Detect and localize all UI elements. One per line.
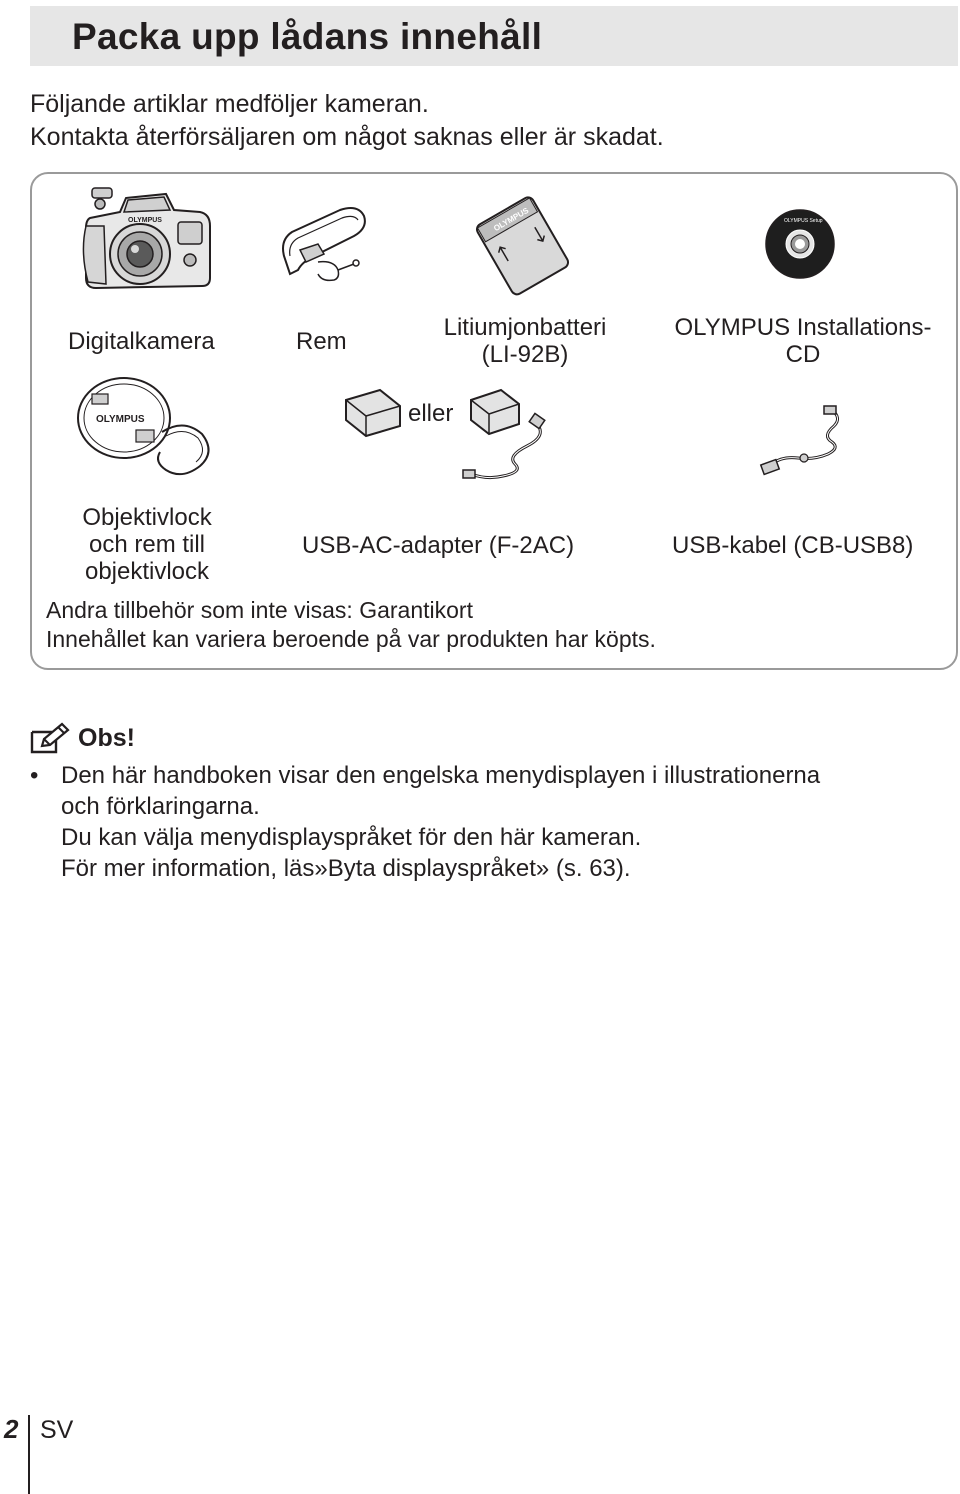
intro-line-1: Följande artiklar medföljer kameran. — [30, 90, 429, 118]
other-accessories-note: Andra tillbehör som inte visas: Garantikort — [46, 597, 473, 623]
battery-illustration — [472, 192, 572, 298]
notes-line-2: och förklaringarna. — [61, 793, 260, 820]
cd-illustration — [764, 208, 836, 280]
lenscap-label-line-1: Objektivlock — [82, 504, 212, 531]
cd-label-line-1: OLYMPUS Installations- — [674, 314, 932, 341]
cable-label: USB-kabel (CB-USB8) — [672, 532, 914, 559]
footer-divider — [28, 1415, 30, 1494]
adapter-label: USB-AC-adapter (F-2AC) — [302, 532, 575, 559]
camera-brand-text: OLYMPUS — [128, 217, 162, 224]
battery-label-line-1: Litiumjonbatteri — [443, 314, 607, 341]
contents-box — [30, 172, 958, 670]
page-language: SV — [40, 1416, 74, 1444]
title-bar — [30, 6, 958, 66]
battery-label-line-2: (LI-92B) — [481, 341, 569, 368]
page-title: Packa upp lådans innehåll — [72, 16, 543, 57]
strap-illustration — [278, 204, 370, 286]
notes-line-1: Den här handboken visar den engelska menydisplayen i illustrationerna — [61, 762, 821, 789]
intro-line-2: Kontakta återförsäljaren om något saknas eller är skadat. — [30, 123, 664, 151]
lenscap-illustration — [74, 374, 220, 488]
lenscap-label-line-2: och rem till — [88, 531, 206, 558]
usb-cable-illustration — [758, 404, 844, 478]
ac-adapter-small-illustration — [340, 386, 404, 438]
battery-brand-text: OLYMPUS — [492, 205, 531, 234]
pencil-note-icon — [30, 722, 70, 754]
cd-label-line-2: CD — [785, 341, 821, 368]
ac-adapter-cord-illustration — [457, 386, 557, 486]
notes-line-3: Du kan välja menydisplayspråket för den här kameran. — [61, 824, 642, 851]
page-number: 2 — [4, 1414, 19, 1444]
battery-label — [435, 314, 615, 368]
lenscap-brand-text: OLYMPUS — [96, 414, 145, 425]
lenscap-label-line-3: objektivlock — [84, 558, 210, 585]
bullet-dot: • — [30, 762, 39, 789]
cd-brand-text: OLYMPUS Setup — [784, 218, 823, 224]
lenscap-label — [62, 504, 232, 585]
camera-label: Digitalkamera — [68, 328, 215, 355]
notes-line-4: För mer information, läs»Byta displayspråket» (s. 63). — [61, 855, 631, 882]
notes-title: Obs! — [78, 724, 135, 752]
contents-vary-note: Innehållet kan variera beroende på var produkten har köpts. — [46, 626, 656, 652]
intro-text — [30, 88, 664, 154]
strap-label: Rem — [296, 328, 347, 355]
notes-text — [61, 760, 820, 884]
or-label: eller — [408, 400, 454, 427]
cd-label — [662, 314, 944, 368]
camera-illustration — [82, 182, 217, 294]
